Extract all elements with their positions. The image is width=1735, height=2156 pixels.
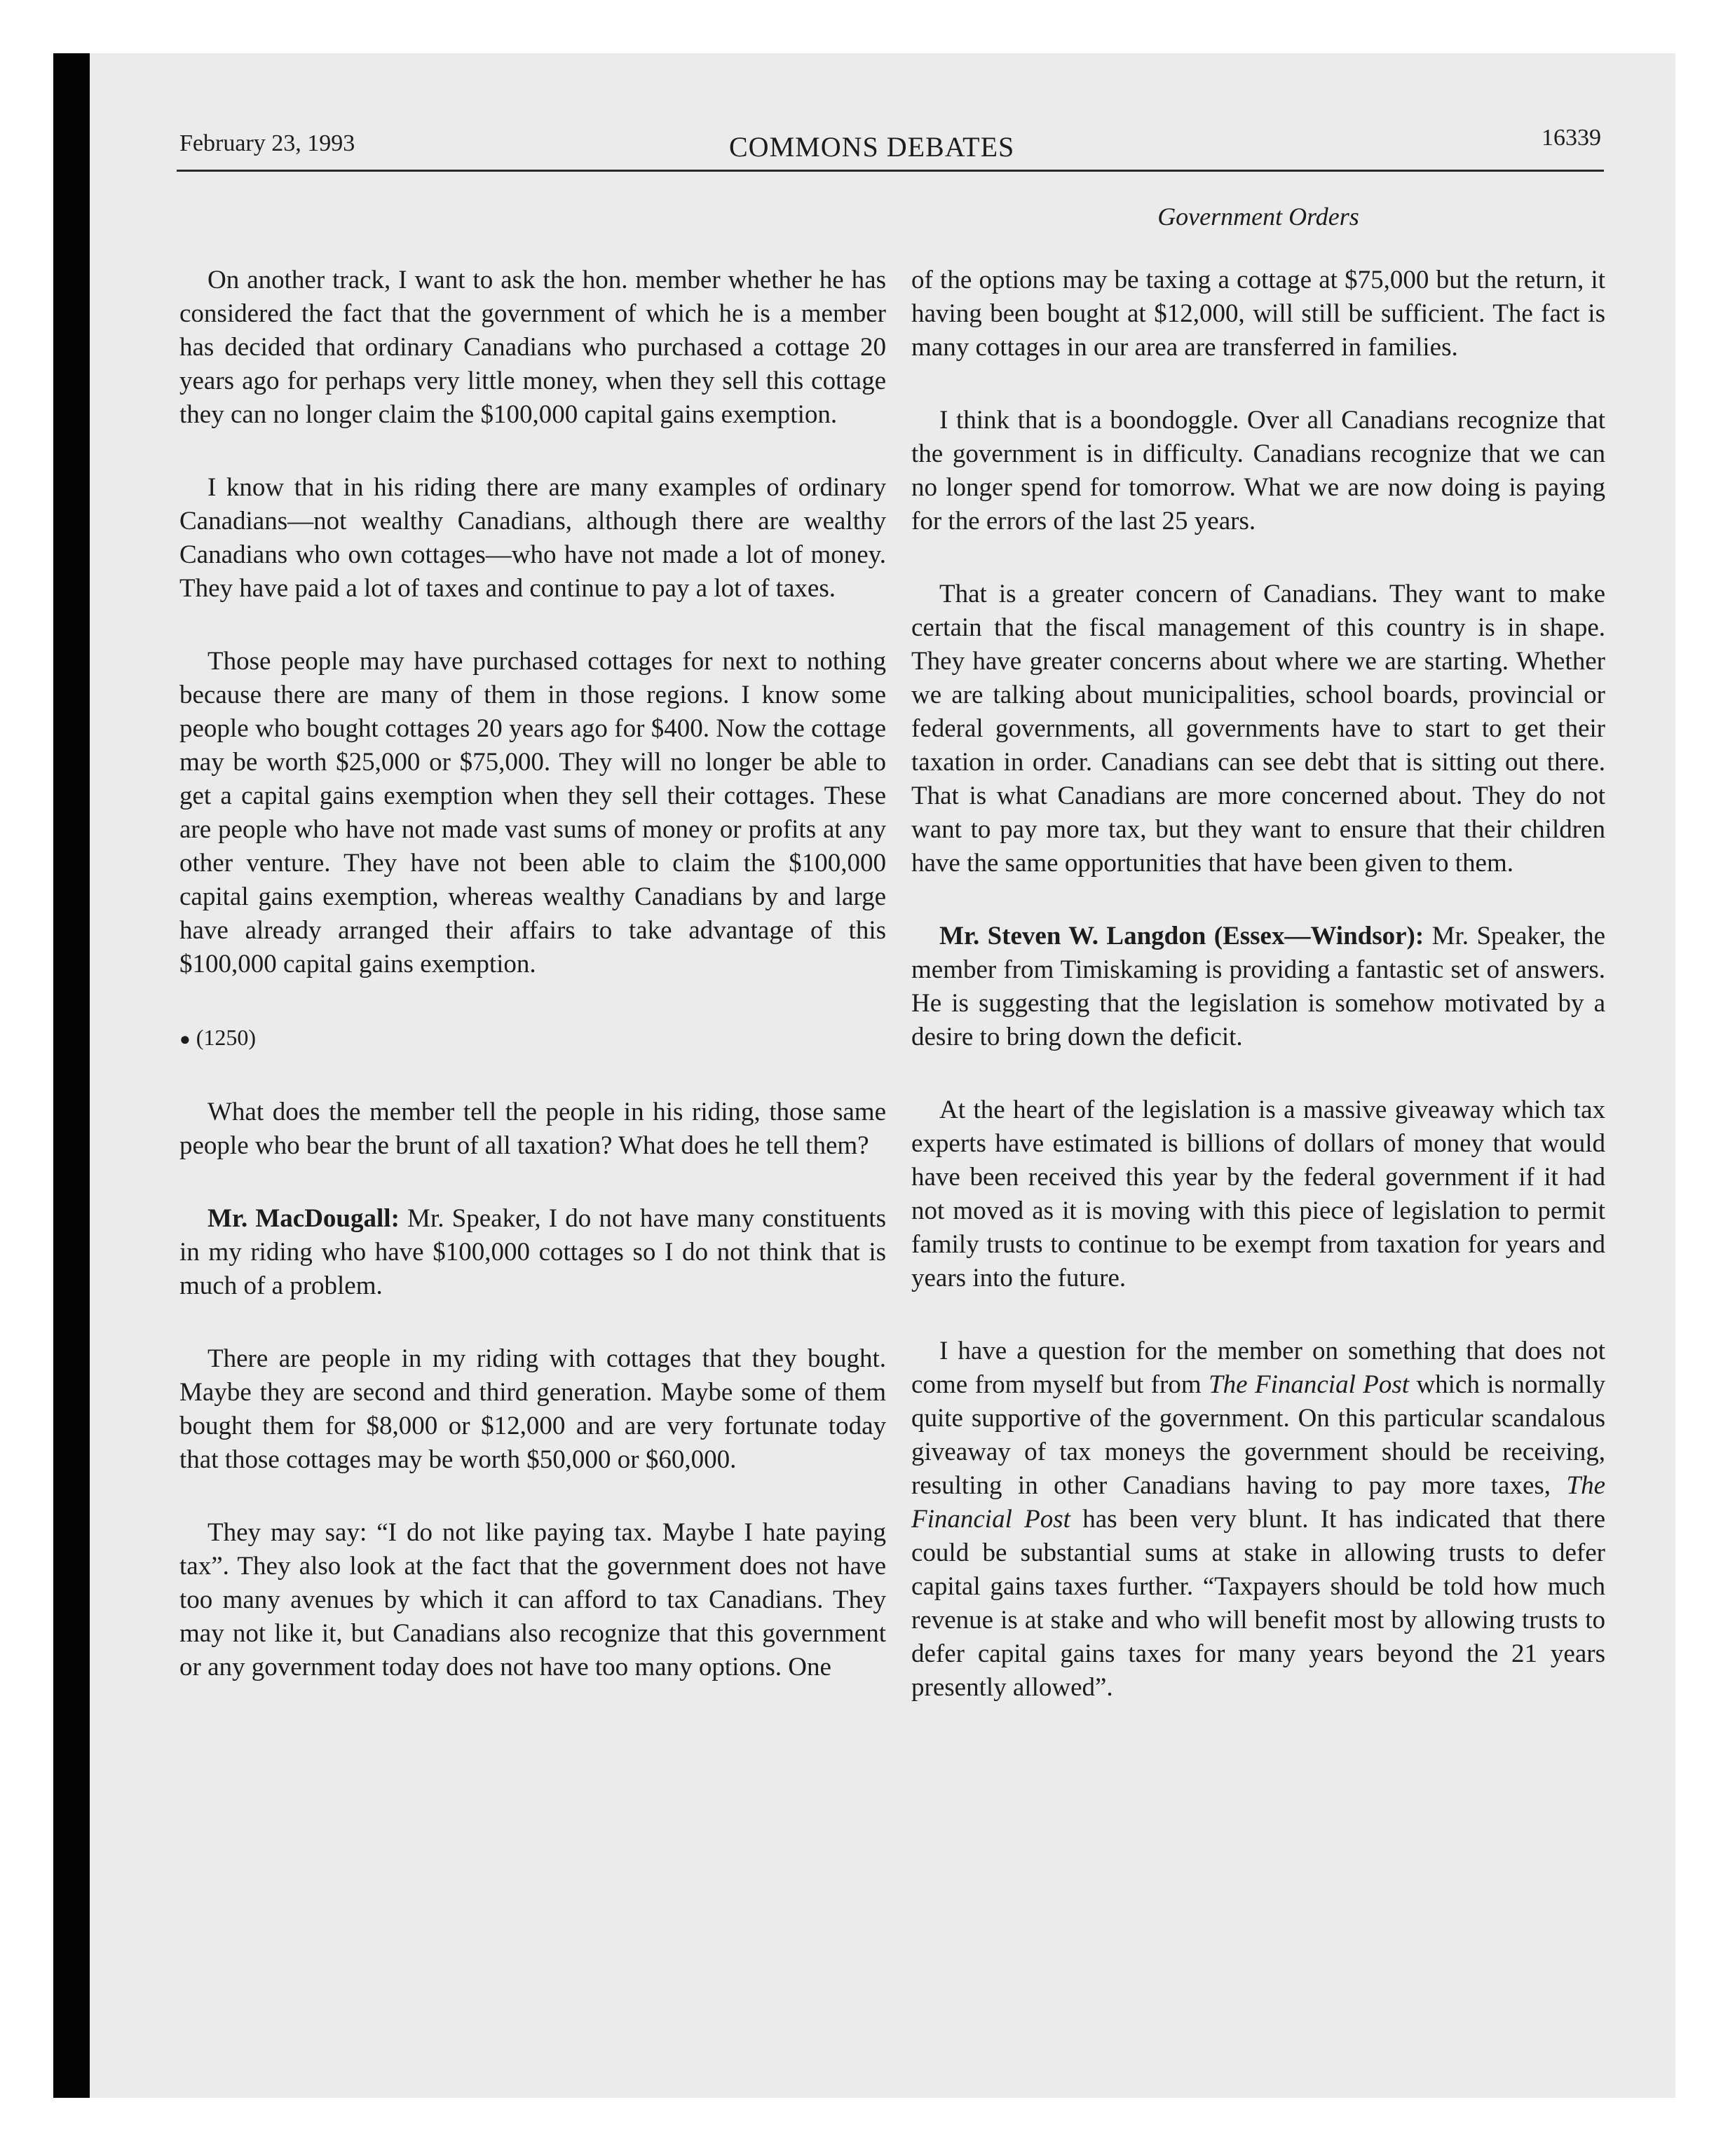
paragraph: That is a greater concern of Canadians. They want to make certain that the fiscal management of this country is in shape. They have greater concerns about where we are starting. Whether we are talking about municipalities, school boards, provincial or federal governments, all governments have to start to get their taxation in order. Canadians can see debt that is sitting out there. That is what Canadians are more concerned about. They do not want to pay more tax, but they want to ensure that their children have the same opportunities that have been given to them. bbox=[911, 580, 1605, 878]
page-number: 16339 bbox=[1542, 125, 1601, 151]
speaker-name: Mr. MacDougall: bbox=[207, 1204, 400, 1233]
publication-title: The Financial Post bbox=[911, 1471, 1605, 1534]
header-title: COMMONS DEBATES bbox=[729, 131, 1015, 163]
paragraph: I know that in his riding there are many examples of ordinary Canadians—not wealthy Canadians, although there are wealthy Canadians who own cottages—who have not made a lot of money. They have paid a lot of taxes and continue to pay a lot of taxes. bbox=[179, 473, 886, 603]
paragraph: of the options may be taxing a cottage at $75,000 but the return, it having been bought at $12,000, will still be sufficient. The fact is many cottages in our area are transferred in families. bbox=[911, 266, 1605, 362]
speech-text: Mr. Speaker, the member from Timiskaming is providing a fantastic set of answers. He is suggesting that the legislation is somehow motivated by a desire to bring down the deficit. bbox=[911, 922, 1605, 1051]
speaker-name: Mr. Steven W. Langdon (Essex—Windsor): bbox=[939, 922, 1424, 950]
bullet-icon: ● bbox=[179, 1029, 191, 1049]
time-marker bbox=[179, 1021, 886, 1056]
paragraph bbox=[911, 1335, 1605, 1705]
speech-text: Mr. Speaker, I do not have many constituents in my riding who have $100,000 cottages so I do not think that is much of a problem. bbox=[179, 1204, 886, 1300]
text-run: which is normally quite supportive of the government. On this particular scandalous giveaway of tax moneys the government should be receiving, resulting in other Canadians having to pay more taxes, bbox=[911, 1370, 1605, 1500]
paragraph: What does the member tell the people in his riding, those same people who bear the brunt of all taxation? What does he tell them? bbox=[179, 1098, 886, 1160]
paragraph: At the heart of the legislation is a massive giveaway which tax experts have estimated is billions of dollars of money that would have been received this year by the federal government if it had not moved as it is moving with this piece of legislation to permit family trusts to continue to be exempt from taxation for years and years into the future. bbox=[911, 1096, 1605, 1292]
paragraph: There are people in my riding with cottages that they bought. Maybe they are second and third generation. Maybe some of them bought them for $8,000 or $12,000 and are very fortunate today that those cottages may be worth $50,000 or $60,000. bbox=[179, 1344, 886, 1474]
right-column bbox=[911, 264, 1605, 1705]
paragraph: I think that is a boondoggle. Over all Canadians recognize that the government is in difficulty. Canadians recognize that we can no longer spend for tomorrow. What we are now doing is paying for the errors of the last 25 years. bbox=[911, 406, 1605, 535]
scan-edge bbox=[53, 53, 90, 2098]
publication-title: The Financial Post bbox=[1209, 1370, 1410, 1399]
left-column bbox=[179, 264, 886, 1684]
header-rule bbox=[177, 170, 1604, 172]
speaker-paragraph bbox=[911, 920, 1605, 1054]
speaker-paragraph bbox=[179, 1202, 886, 1303]
paragraph: On another track, I want to ask the hon. member whether he has considered the fact that the government of which he is a member has decided that ordinary Canadians who purchased a cottage 20 years ago for perhaps very little money, when they sell this cottage they can no longer claim the $100,000 capital gains exemption. bbox=[179, 266, 886, 429]
header-date: February 23, 1993 bbox=[179, 130, 355, 156]
paragraph: Those people may have purchased cottages for next to nothing because there are many of them in those regions. I know some people who bought cottages 20 years ago for $400. Now the cottage may be worth $25,000 or $75,000. They will no longer be able to get a capital gains exemption when they sell their cottages. These are people who have not made vast sums of money or profits at any other venture. They have not been able to claim the $100,000 capital gains exemption, whereas wealthy Canadians by and large have already arranged their affairs to take advantage of this $100,000 capital gains exemption. bbox=[179, 647, 886, 978]
paragraph: They may say: “I do not like paying tax. Maybe I hate paying tax”. They also look at the fact that the government does not have too many avenues by which it can afford to tax Canadians. They may not like it, but Canadians also recognize that this government or any government today does not have too many options. One bbox=[179, 1518, 886, 1681]
page-header bbox=[179, 125, 1601, 167]
time-marker-text: (1250) bbox=[196, 1025, 257, 1050]
text-run: has been very blunt. It has indicated that there could be substantial sums at stake in allowing trusts to defer capital gains taxes further. “Taxpayers should be told how much revenue is at stake and who will benefit most by allowing trusts to defer capital gains taxes for many years beyond the 21 years presently allowed”. bbox=[911, 1505, 1605, 1702]
text-run: I have a question for the member on something that does not come from myself but from bbox=[911, 1337, 1605, 1399]
section-heading: Government Orders bbox=[1157, 203, 1359, 231]
